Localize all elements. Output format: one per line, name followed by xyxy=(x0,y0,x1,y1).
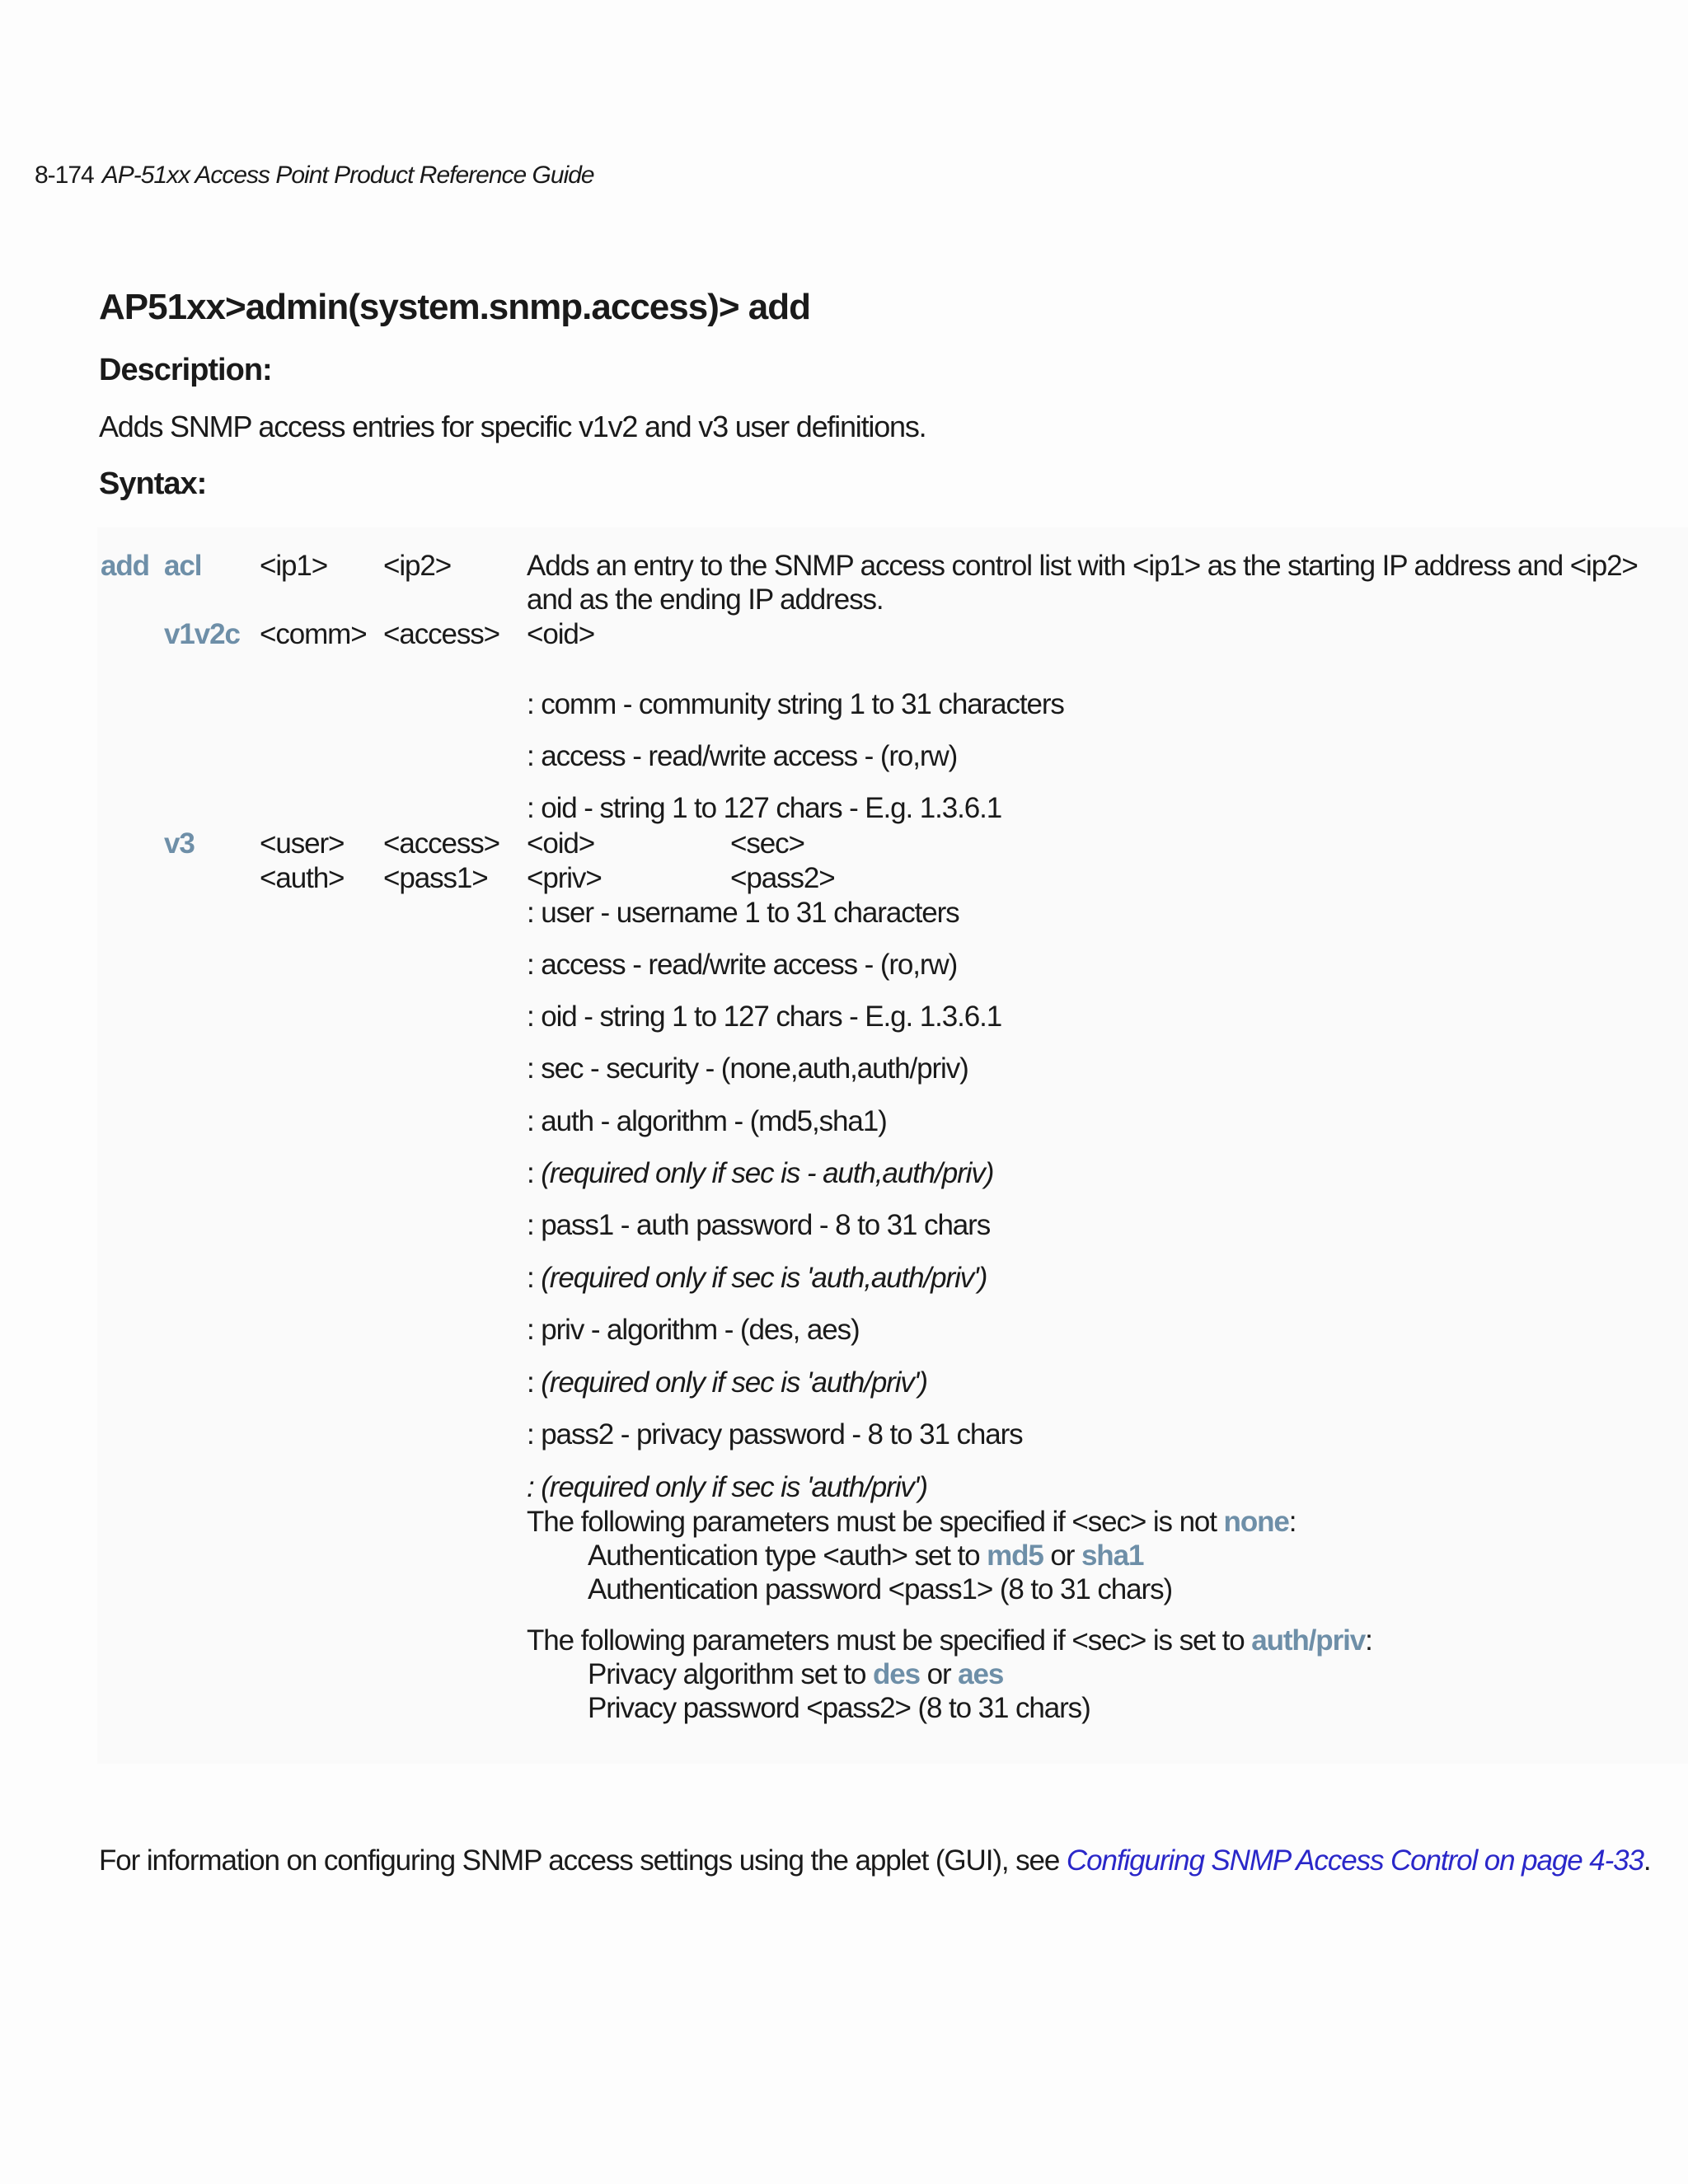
line-text: Authentication type <auth> set to xyxy=(588,1540,987,1572)
v1v2c-param-comm: <comm> xyxy=(260,618,367,650)
v1v2c-note: : access - read/write access - (ro,rw) xyxy=(527,740,958,772)
v1v2c-note: : comm - community string 1 to 31 characters xyxy=(527,688,1064,720)
v3-param-access: <access> xyxy=(383,827,500,860)
sec-not-none-lead xyxy=(527,1505,1296,1540)
md5-keyword: md5 xyxy=(987,1540,1043,1572)
lead-text: The following parameters must be specified if <sec> is not xyxy=(527,1506,1224,1538)
v1v2c-note: : oid - string 1 to 127 chars - E.g. 1.3.6.1 xyxy=(527,792,1002,824)
note-italic: (required only if sec is 'auth/priv') xyxy=(541,1366,927,1399)
acl-description-line1: Adds an entry to the SNMP access control list with <ip1> as the starting IP address and <ip2> xyxy=(527,550,1638,582)
line-text: Privacy algorithm set to xyxy=(588,1658,873,1690)
v3-param-user: <user> xyxy=(260,827,345,860)
privacy-algorithm-line xyxy=(588,1657,1003,1692)
privacy-password-line: Privacy password <pass2> (8 to 31 chars) xyxy=(588,1692,1090,1724)
v1v2c-param-oid: <oid> xyxy=(527,618,595,650)
description-label: Description: xyxy=(99,353,272,387)
v3-note-required xyxy=(527,1156,993,1191)
syntax-label: Syntax: xyxy=(99,466,207,501)
note-italic: (required only if sec is 'auth,auth/priv') xyxy=(541,1262,987,1294)
auth-type-line xyxy=(588,1539,1143,1573)
v1v2c-keyword: v1v2c xyxy=(164,618,240,650)
none-keyword: none xyxy=(1223,1506,1289,1538)
lead-colon: : xyxy=(1365,1624,1372,1657)
acl-param-ip1: <ip1> xyxy=(260,550,328,582)
sha1-keyword: sha1 xyxy=(1081,1540,1144,1572)
v3-note: : oid - string 1 to 127 chars - E.g. 1.3.6.1 xyxy=(527,1001,1002,1033)
v3-note: : user - username 1 to 31 characters xyxy=(527,897,959,929)
lead-text: The following parameters must be specified if <sec> is set to xyxy=(527,1624,1252,1657)
v3-note: : pass2 - privacy password - 8 to 31 chars xyxy=(527,1418,1023,1451)
note-prefix: : xyxy=(527,1157,542,1189)
v3-note-required xyxy=(527,1366,927,1400)
footer-reference xyxy=(99,1844,1650,1877)
snmp-access-control-link[interactable]: Configuring SNMP Access Control on page 4-33 xyxy=(1066,1844,1643,1877)
v3-note-required: : (required only if sec is 'auth/priv') xyxy=(527,1471,927,1503)
footer-text: For information on configuring SNMP access settings using the applet (GUI), see xyxy=(99,1844,1067,1877)
aes-keyword: aes xyxy=(958,1658,1004,1690)
acl-keyword: acl xyxy=(164,550,202,582)
v3-param-oid: <oid> xyxy=(527,827,595,860)
footer-period: . xyxy=(1643,1844,1651,1877)
v3-note: : auth - algorithm - (md5,sha1) xyxy=(527,1105,887,1137)
description-text: Adds SNMP access entries for specific v1v2 and v3 user definitions. xyxy=(99,410,926,443)
v3-note: : priv - algorithm - (des, aes) xyxy=(527,1314,860,1346)
v3-param-auth: <auth> xyxy=(260,862,345,894)
v3-param-pass1: <pass1> xyxy=(383,862,488,894)
auth-password-line: Authentication password <pass1> (8 to 31 chars) xyxy=(588,1573,1173,1605)
page-header xyxy=(35,162,594,190)
note-italic: (required only if sec is - auth,auth/priv) xyxy=(541,1157,994,1189)
acl-description-line2: and as the ending IP address. xyxy=(527,583,884,616)
acl-param-ip2: <ip2> xyxy=(383,550,452,582)
v3-note: : pass1 - auth password - 8 to 31 chars xyxy=(527,1209,991,1241)
v3-param-priv: <priv> xyxy=(527,862,602,894)
v1v2c-param-access: <access> xyxy=(383,618,500,650)
command-title: AP51xx>admin(system.snmp.access)> add xyxy=(99,287,811,327)
note-prefix: : xyxy=(527,1366,542,1399)
note-prefix: : xyxy=(527,1262,542,1294)
v3-note: : access - read/write access - (ro,rw) xyxy=(527,949,958,981)
add-keyword: add xyxy=(101,550,149,582)
sec-auth-priv-lead xyxy=(527,1624,1372,1658)
v3-keyword: v3 xyxy=(164,827,195,860)
des-keyword: des xyxy=(872,1658,920,1690)
or-text: or xyxy=(919,1658,959,1690)
page-number: 8-174 xyxy=(35,162,94,189)
lead-colon: : xyxy=(1288,1506,1296,1538)
v3-param-pass2: <pass2> xyxy=(730,862,835,894)
v3-note: : sec - security - (none,auth,auth/priv) xyxy=(527,1052,968,1085)
v3-note-required xyxy=(527,1261,987,1296)
guide-title: AP-51xx Access Point Product Reference Guide xyxy=(101,162,594,189)
or-text: or xyxy=(1043,1540,1081,1572)
v3-param-sec: <sec> xyxy=(730,827,804,860)
auth-priv-keyword: auth/priv xyxy=(1251,1624,1366,1657)
